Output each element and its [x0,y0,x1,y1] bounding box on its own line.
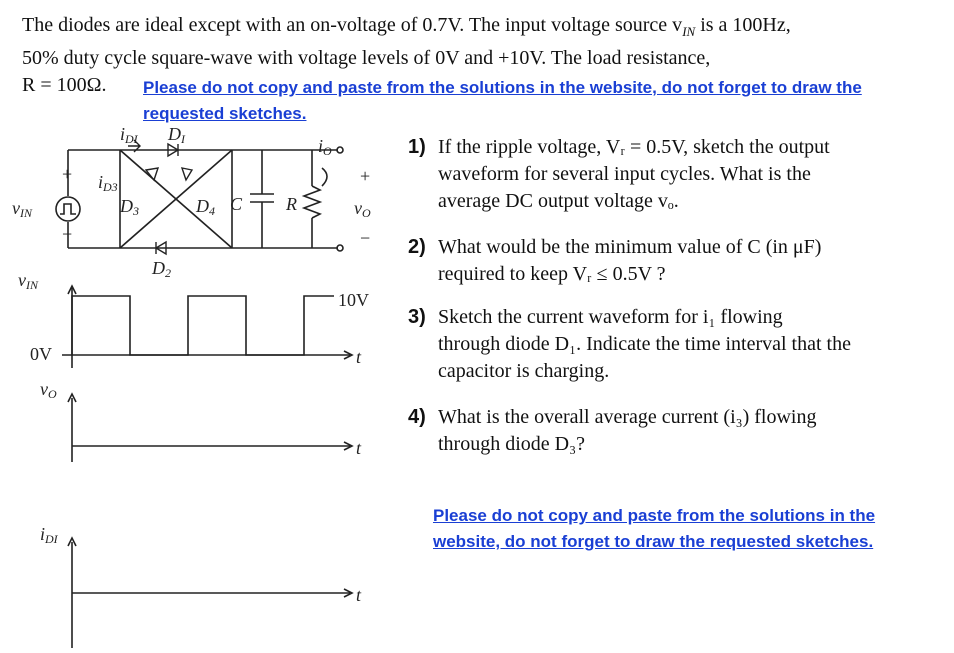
label-d2: D2 [152,258,171,280]
level-0v: 0V [30,344,52,364]
warning-line-2: requested sketches. [143,104,307,123]
question-4-text: What is the overall average current (i₃) flowing through diode D₃? [438,406,817,455]
problem-line-3: R = 100Ω. [22,74,107,96]
problem-line-2: 50% duty cycle square-wave with voltage levels of 0V and +10V. The load resistance, [22,47,711,69]
label-minus-out: − [360,228,371,248]
question-3-text: Sketch the current waveform for i₁ flowing through diode D₁. Indicate the time interval that the capacitor is charging. [438,306,851,382]
label-d1: DI [168,124,185,146]
question-4-number: 4) [408,406,426,428]
label-r: R [286,194,297,214]
vo-time-label: t [356,438,362,458]
label-vo: vO [354,198,371,220]
waveform-label-vin: vIN [18,270,38,292]
level-10v: 10V [338,290,369,310]
resistor-zigzag-icon [304,186,320,218]
question-2-number: 2) [408,236,426,258]
label-plus-in: + [62,164,73,184]
question-3-number: 3) [408,306,426,328]
label-io: iO [318,136,332,158]
waveform-label-vo: vO [40,379,57,401]
vin-square-wave [72,296,334,355]
warning-line-1: Please do not copy and paste from the solutions in the website, do not forget to draw the [143,78,862,97]
label-minus-in: − [62,224,73,244]
idi-time-label: t [356,585,362,605]
footer-warning-line-1: Please do not copy and paste from the solutions in the [433,506,876,525]
footer-warning [433,503,875,555]
label-id3: iD3 [98,172,118,194]
label-plus-out: + [360,166,371,186]
waveform-label-idi: iDI [40,524,58,546]
io-arrow-icon [322,168,327,186]
question-1-text: If the ripple voltage, Vᵣ = 0.5V, sketch the output waveform for several input cycles. What is the average DC output voltage vₒ. [438,136,830,212]
question-1-number: 1) [408,136,426,158]
vin-time-label: t [356,347,362,367]
footer-warning-line-2: website, do not forget to draw the requested sketches. [433,532,874,551]
question-2-text: What would be the minimum value of C (in μF) required to keep Vᵣ ≤ 0.5V ? [438,236,822,285]
label-d3: D3 [120,196,139,218]
square-wave-source-icon [56,197,80,221]
label-d4: D4 [196,196,215,218]
square-wave-symbol-icon [60,204,76,214]
label-vin: vIN [12,198,32,220]
diode-d4-icon [182,168,192,180]
label-idi: iDI [120,124,138,146]
problem-line-1: The diodes are ideal except with an on-voltage of 0.7V. The input voltage source $v_{IN}$ is a 100Hz, [22,14,791,39]
label-c: C [230,194,243,214]
